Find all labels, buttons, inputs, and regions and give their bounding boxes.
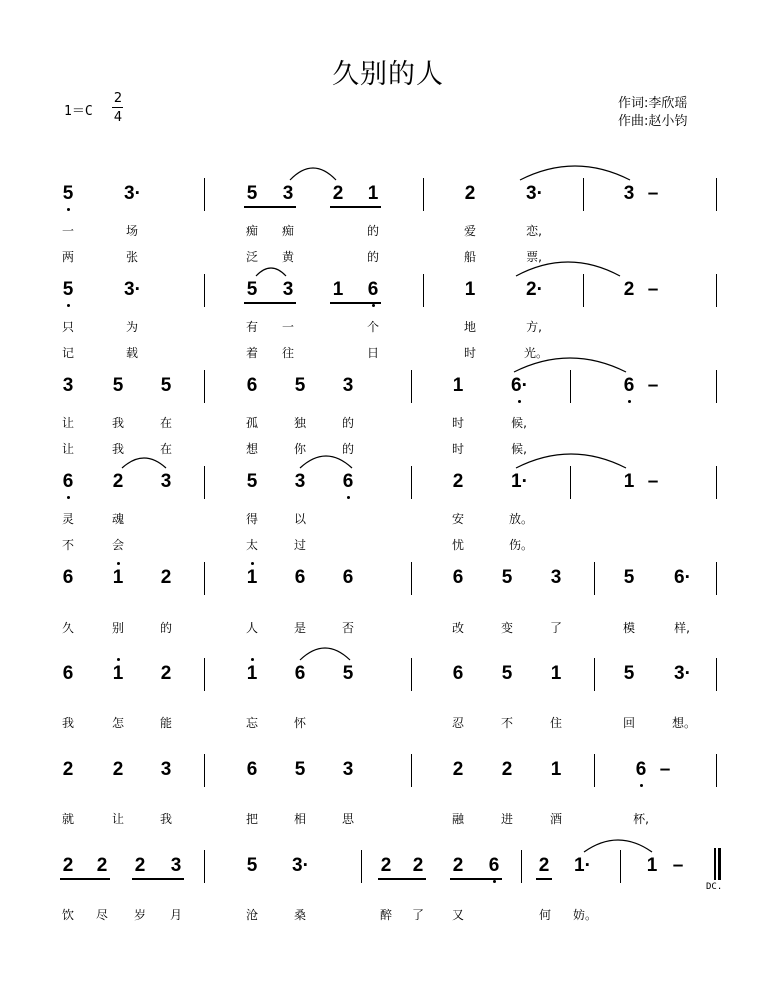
barline (204, 562, 205, 595)
lyric-syllable: 回 (622, 716, 635, 730)
lyric-syllable: 太 (245, 538, 258, 552)
jianpu-note: 3· (292, 855, 309, 876)
octave-dot-below (640, 784, 643, 787)
lyric-syllable: 记 (61, 346, 74, 360)
jianpu-note: 2 (62, 855, 74, 876)
octave-dot-above (117, 658, 120, 661)
lyric-syllable: 在 (159, 416, 172, 430)
lyric-syllable: 放。 (509, 512, 534, 526)
jianpu-note: 5 (342, 663, 354, 684)
barline (411, 370, 412, 403)
lyric-syllable: 爱 (463, 224, 476, 238)
lyric-syllable: 你 (293, 442, 306, 456)
jianpu-note: 6 (62, 663, 74, 684)
lyric-syllable: 时 (451, 416, 464, 430)
jianpu-note: 1 (112, 663, 124, 684)
lyric-syllable: 久 (61, 621, 74, 635)
barline (204, 178, 205, 211)
beam-underline (132, 878, 184, 880)
jianpu-note: 2 (112, 759, 124, 780)
lyric-syllable: 何 (538, 908, 551, 922)
jianpu-note: 1 (464, 279, 476, 300)
barline (620, 850, 621, 883)
jianpu-note: 5 (501, 663, 513, 684)
jianpu-note: 5 (294, 375, 306, 396)
lyric-syllable: 的 (366, 250, 379, 264)
jianpu-note: 1 (550, 759, 562, 780)
lyric-syllable: 孤 (245, 416, 258, 430)
jianpu-note: 2 (112, 471, 124, 492)
lyric-syllable: 是 (293, 621, 306, 635)
jianpu-note: 5 (623, 663, 635, 684)
octave-dot-below (493, 880, 496, 883)
jianpu-note: – (672, 855, 684, 876)
jianpu-note: 2 (452, 855, 464, 876)
jianpu-note: 1· (574, 855, 591, 876)
jianpu-note: 2 (501, 759, 513, 780)
lyric-syllable: 模 (622, 621, 635, 635)
barline (716, 274, 717, 307)
lyric-syllable: 我 (111, 416, 124, 430)
lyric-syllable: 船 (463, 250, 476, 264)
jianpu-note: 5 (160, 375, 172, 396)
octave-dot-below (67, 304, 70, 307)
jianpu-note: 5 (246, 183, 258, 204)
barline (361, 850, 362, 883)
barline (411, 562, 412, 595)
lyric-syllable: 日 (366, 346, 379, 360)
jianpu-note: 3 (282, 279, 294, 300)
jianpu-note: 2 (623, 279, 635, 300)
lyric-syllable: 有 (245, 320, 258, 334)
jianpu-note: 2 (134, 855, 146, 876)
octave-dot-below (67, 208, 70, 211)
jianpu-note: 6 (62, 567, 74, 588)
lyric-syllable: 候, (511, 442, 527, 456)
jianpu-note: 6 (488, 855, 500, 876)
beam-underline (378, 878, 426, 880)
lyric-syllable: 想 (245, 442, 258, 456)
jianpu-note: 3 (62, 375, 74, 396)
lyric-syllable: 我 (61, 716, 74, 730)
lyric-syllable: 杯, (633, 812, 649, 826)
octave-dot-below (347, 496, 350, 499)
lyric-syllable: 地 (463, 320, 476, 334)
jianpu-note: 2 (380, 855, 392, 876)
jianpu-note: 1 (367, 183, 379, 204)
lyric-syllable: 在 (159, 442, 172, 456)
beam-underline (330, 206, 381, 208)
lyric-syllable: 相 (293, 812, 306, 826)
lyric-syllable: 融 (451, 812, 464, 826)
jianpu-note: 2 (332, 183, 344, 204)
lyric-syllable: 沧 (245, 908, 258, 922)
jianpu-note: 3 (623, 183, 635, 204)
lyric-syllable: 以 (293, 512, 306, 526)
lyric-syllable: 忘 (245, 716, 258, 730)
lyric-syllable: 人 (245, 621, 258, 635)
barline (570, 370, 571, 403)
lyric-syllable: 黄 (281, 250, 294, 264)
jianpu-note: 6· (674, 567, 691, 588)
jianpu-note: 5 (62, 183, 74, 204)
jianpu-note: 5 (246, 279, 258, 300)
jianpu-note: 6 (342, 471, 354, 492)
jianpu-note: 3· (124, 183, 141, 204)
lyric-syllable: 就 (61, 812, 74, 826)
octave-dot-below (67, 496, 70, 499)
slur (122, 458, 166, 468)
jianpu-note: 6 (246, 759, 258, 780)
lyric-syllable: 一 (281, 320, 294, 334)
lyricist-credit: 作词:李欣瑶 (618, 96, 688, 111)
jianpu-note: 2 (452, 759, 464, 780)
jianpu-note: 3 (170, 855, 182, 876)
slur (520, 166, 630, 180)
jianpu-note: 1 (452, 375, 464, 396)
jianpu-note: 5 (294, 759, 306, 780)
barline (716, 370, 717, 403)
octave-dot-above (251, 658, 254, 661)
lyric-syllable: 月 (169, 908, 182, 922)
lyric-syllable: 独 (293, 416, 306, 430)
jianpu-note: 1 (623, 471, 635, 492)
lyric-syllable: 痴 (281, 224, 294, 238)
jianpu-note: 2 (96, 855, 108, 876)
jianpu-note: 3· (526, 183, 543, 204)
lyric-syllable: 时 (451, 442, 464, 456)
jianpu-note: 3· (124, 279, 141, 300)
barline (570, 466, 571, 499)
lyric-syllable: 往 (281, 346, 294, 360)
octave-dot-below (372, 304, 375, 307)
barline (583, 178, 584, 211)
barline (204, 466, 205, 499)
lyric-syllable: 思 (341, 812, 354, 826)
lyric-syllable: 我 (111, 442, 124, 456)
beam-underline (244, 206, 296, 208)
jianpu-note: 6 (294, 663, 306, 684)
jianpu-note: 2 (160, 567, 172, 588)
jianpu-note: 5 (112, 375, 124, 396)
lyric-syllable: 酒 (549, 812, 562, 826)
jianpu-note: 2 (62, 759, 74, 780)
lyric-syllable: 不 (500, 716, 513, 730)
jianpu-note: 2· (526, 279, 543, 300)
lyric-syllable: 着 (245, 346, 258, 360)
lyric-syllable: 候, (511, 416, 527, 430)
time-signature-denominator: 4 (113, 110, 123, 125)
barline (716, 562, 717, 595)
slur (516, 454, 626, 468)
barline (204, 658, 205, 691)
lyric-syllable: 安 (451, 512, 464, 526)
barline (423, 274, 424, 307)
octave-dot-below (518, 400, 521, 403)
lyric-syllable: 岁 (133, 908, 146, 922)
barline (594, 562, 595, 595)
lyric-syllable: 一 (61, 224, 74, 238)
lyric-syllable: 载 (125, 346, 138, 360)
barline (716, 658, 717, 691)
lyric-syllable: 了 (549, 621, 562, 635)
beam-underline (60, 878, 110, 880)
jianpu-note: 6 (342, 567, 354, 588)
jianpu-note: 6· (511, 375, 528, 396)
jianpu-note: 1 (550, 663, 562, 684)
lyric-syllable: 了 (411, 908, 424, 922)
octave-dot-below (628, 400, 631, 403)
lyric-syllable: 魂 (111, 512, 124, 526)
lyric-syllable: 把 (245, 812, 258, 826)
jianpu-note: 6 (452, 663, 464, 684)
lyric-syllable: 尽 (95, 908, 108, 922)
barline (716, 466, 717, 499)
jianpu-note: – (647, 375, 659, 396)
barline (521, 850, 522, 883)
octave-dot-above (117, 562, 120, 565)
lyric-syllable: 场 (125, 224, 138, 238)
lyric-syllable: 只 (61, 320, 74, 334)
jianpu-note: – (647, 471, 659, 492)
jianpu-note: 1 (246, 567, 258, 588)
jianpu-note: – (647, 183, 659, 204)
lyric-syllable: 饮 (61, 908, 74, 922)
lyric-syllable: 两 (61, 250, 74, 264)
lyric-syllable: 的 (366, 224, 379, 238)
lyric-syllable: 方, (526, 320, 542, 334)
lyric-syllable: 我 (159, 812, 172, 826)
barline (411, 658, 412, 691)
lyric-syllable: 时 (463, 346, 476, 360)
barline (204, 754, 205, 787)
lyric-syllable: 会 (111, 538, 124, 552)
slur (584, 840, 652, 852)
jianpu-note: 6 (452, 567, 464, 588)
lyric-syllable: 改 (451, 621, 464, 635)
lyric-syllable: 忍 (451, 716, 464, 730)
beam-underline (330, 302, 381, 304)
jianpu-note: 1· (511, 471, 528, 492)
jianpu-note: – (659, 759, 671, 780)
barline (411, 466, 412, 499)
lyric-syllable: 让 (111, 812, 124, 826)
slur (290, 168, 336, 180)
lyric-syllable: 灵 (61, 512, 74, 526)
lyric-syllable: 的 (341, 416, 354, 430)
jianpu-note: 3 (282, 183, 294, 204)
jianpu-note: 6 (246, 375, 258, 396)
lyric-syllable: 的 (159, 621, 172, 635)
lyric-syllable: 能 (159, 716, 172, 730)
jianpu-note: 2 (412, 855, 424, 876)
lyric-syllable: 得 (245, 512, 258, 526)
barline (204, 850, 205, 883)
jianpu-note: 5 (501, 567, 513, 588)
jianpu-note: 2 (452, 471, 464, 492)
lyric-syllable: 怀 (293, 716, 306, 730)
lyric-syllable: 变 (500, 621, 513, 635)
jianpu-note: 1 (332, 279, 344, 300)
lyric-syllable: 泛 (245, 250, 258, 264)
lyric-syllable: 桑 (293, 908, 306, 922)
jianpu-note: 3 (342, 759, 354, 780)
lyric-syllable: 样, (674, 621, 690, 635)
jianpu-note: 6 (623, 375, 635, 396)
slur (300, 456, 352, 468)
lyric-syllable: 否 (341, 621, 354, 635)
beam-underline (244, 302, 296, 304)
lyric-syllable: 痴 (245, 224, 258, 238)
jianpu-note: 3 (160, 759, 172, 780)
lyric-syllable: 光。 (524, 346, 549, 360)
jianpu-note: 6 (294, 567, 306, 588)
barline (204, 370, 205, 403)
lyric-syllable: 让 (61, 416, 74, 430)
jianpu-note: 1 (246, 663, 258, 684)
beam-underline (450, 878, 502, 880)
barline (583, 274, 584, 307)
lyric-syllable: 让 (61, 442, 74, 456)
octave-dot-above (251, 562, 254, 565)
jianpu-note: 2 (160, 663, 172, 684)
jianpu-note: 3 (550, 567, 562, 588)
jianpu-note: 6 (62, 471, 74, 492)
lyric-syllable: 个 (366, 320, 379, 334)
lyric-syllable: 的 (341, 442, 354, 456)
barline (411, 754, 412, 787)
jianpu-note: 3 (160, 471, 172, 492)
lyric-syllable: 怎 (111, 716, 124, 730)
jianpu-note: 5 (62, 279, 74, 300)
lyric-syllable: 醉 (379, 908, 392, 922)
dc-mark: DC. (706, 882, 723, 892)
jianpu-note: 5 (623, 567, 635, 588)
lyric-syllable: 想。 (672, 716, 697, 730)
time-signature-numerator: 2 (113, 91, 123, 106)
jianpu-note: 5 (246, 855, 258, 876)
composer-credit: 作曲:赵小钧 (618, 114, 688, 129)
lyric-syllable: 别 (111, 621, 124, 635)
slur (300, 648, 350, 660)
barline (204, 274, 205, 307)
jianpu-note: 2 (464, 183, 476, 204)
slur (256, 268, 286, 276)
jianpu-note: 3 (342, 375, 354, 396)
jianpu-note: 2 (538, 855, 550, 876)
barline (594, 754, 595, 787)
jianpu-note: 5 (246, 471, 258, 492)
lyric-syllable: 住 (549, 716, 562, 730)
jianpu-note: 3 (294, 471, 306, 492)
key-signature: 1＝C (64, 104, 93, 119)
lyric-syllable: 张 (125, 250, 138, 264)
lyric-syllable: 为 (125, 320, 138, 334)
lyric-syllable: 进 (500, 812, 513, 826)
lyric-syllable: 伤。 (509, 538, 534, 552)
barline (716, 178, 717, 211)
lyric-syllable: 恋, (526, 224, 542, 238)
jianpu-note: 6 (367, 279, 379, 300)
jianpu-note: 1 (112, 567, 124, 588)
lyric-syllable: 不 (61, 538, 74, 552)
barline (594, 658, 595, 691)
beam-underline (536, 878, 552, 880)
lyric-syllable: 票, (526, 250, 542, 264)
jianpu-note: – (647, 279, 659, 300)
song-title: 久别的人 (332, 59, 444, 90)
lyric-syllable: 又 (451, 908, 464, 922)
lyric-syllable: 忧 (451, 538, 464, 552)
barline (423, 178, 424, 211)
jianpu-note: 6 (635, 759, 647, 780)
lyric-syllable: 过 (293, 538, 306, 552)
barline (716, 754, 717, 787)
jianpu-note: 1 (646, 855, 658, 876)
jianpu-note: 3· (674, 663, 691, 684)
lyric-syllable: 妨。 (573, 908, 598, 922)
